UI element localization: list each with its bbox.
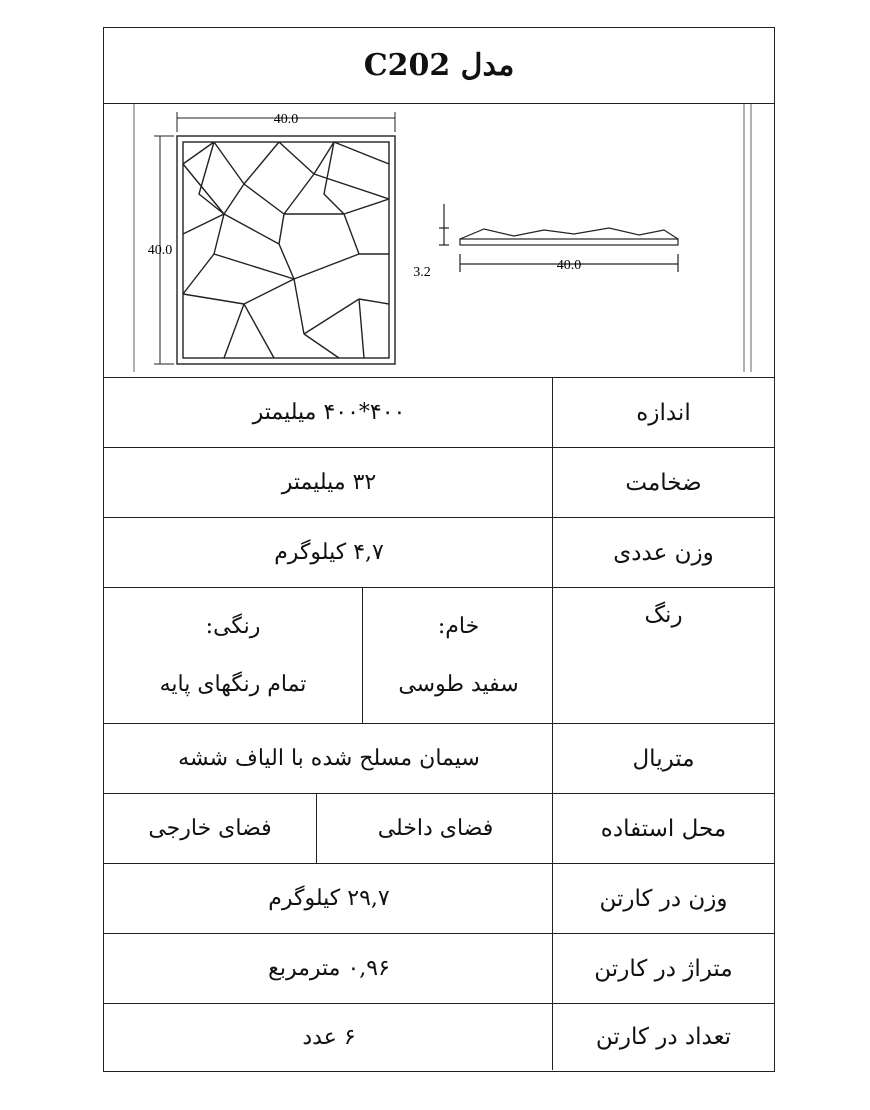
material-value: سیمان مسلح شده با الیاف ششه <box>178 746 480 771</box>
size-value: ۴۰۰*۴۰۰ میلیمتر <box>252 400 406 425</box>
carton-weight-value: ۲۹,۷ کیلوگرم <box>268 886 390 911</box>
row-carton-weight <box>104 864 774 934</box>
carton-area-label: متراژ در کارتن <box>552 934 774 1003</box>
carton-area-value: ۰,۹۶ مترمربع <box>268 956 390 981</box>
usage-outdoor: فضای خارجی <box>148 816 272 841</box>
carton-count-value: ۶ عدد <box>302 1024 356 1050</box>
colored-cell <box>104 588 362 723</box>
technical-drawing <box>104 104 774 378</box>
row-color <box>104 588 774 724</box>
size-label: اندازه <box>552 378 774 447</box>
row-size <box>104 378 774 448</box>
raw-color-value: سفید طوسی <box>398 671 519 697</box>
front-width-dimension: 40.0 <box>273 112 299 127</box>
model-title: مدل C202 <box>363 48 515 83</box>
raw-color-heading: خام: <box>437 614 480 640</box>
carton-count-label: تعداد در کارتن <box>552 1004 774 1070</box>
usage-indoor: فضای داخلی <box>316 794 554 863</box>
raw-color-cell <box>362 588 554 723</box>
unit-weight-value: ۴,۷ کیلوگرم <box>274 540 384 565</box>
colored-value: تمام رنگهای پایه <box>159 671 307 697</box>
thickness-label: ضخامت <box>552 448 774 517</box>
spec-sheet <box>103 27 775 1072</box>
row-thickness <box>104 448 774 518</box>
side-width-dimension: 40.0 <box>556 258 582 273</box>
row-carton-count <box>104 1004 774 1070</box>
carton-weight-label: وزن در کارتن <box>552 864 774 933</box>
colored-heading: رنگی: <box>205 614 261 640</box>
row-material <box>104 724 774 794</box>
side-thickness-dimension: 3.2 <box>413 265 431 280</box>
title-row <box>104 28 774 104</box>
drawing-svg <box>104 104 773 376</box>
row-unit-weight <box>104 518 774 588</box>
color-label: رنگ <box>552 588 774 723</box>
row-carton-area <box>104 934 774 1004</box>
front-view <box>177 136 395 364</box>
front-height-dimension: 40.0 <box>147 243 173 258</box>
unit-weight-label: وزن عددی <box>552 518 774 587</box>
material-label: متریال <box>552 724 774 793</box>
thickness-value: ۳۲ میلیمتر <box>281 470 377 495</box>
row-usage <box>104 794 774 864</box>
usage-label: محل استفاده <box>552 794 774 863</box>
